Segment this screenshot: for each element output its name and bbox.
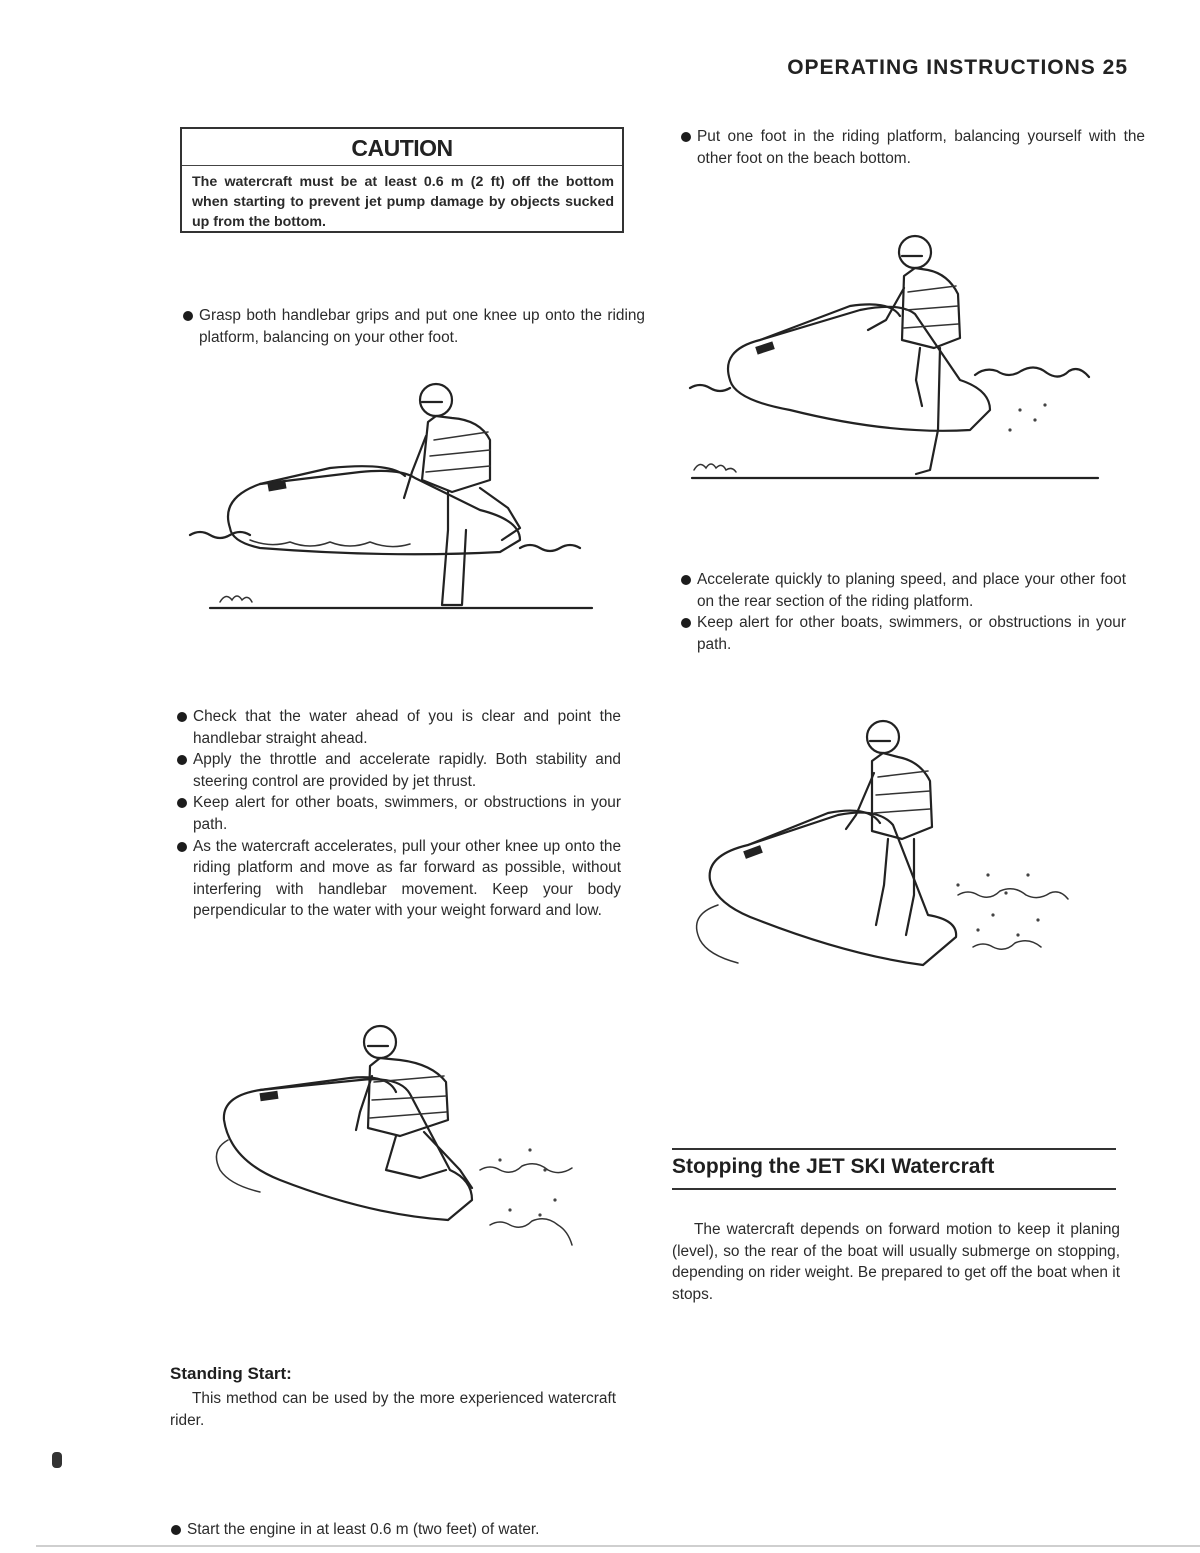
caution-text: The watercraft must be at least 0.6 m (2 ft) off the bottom when starting to prevent jet pump damage by objects sucked up from the bottom. — [192, 174, 614, 230]
standing-start-heading: Standing Start: — [170, 1364, 292, 1383]
bullet-dot — [183, 311, 193, 321]
bullet-dot — [681, 132, 691, 142]
instruction-text: Check that the water ahead of you is clear and point the handlebar straight ahead. — [193, 708, 621, 747]
instruction-foot-on-platform — [678, 126, 1145, 169]
instruction-text: Keep alert for other boats, swimmers, or obstructions in your path. — [193, 794, 621, 833]
instruction-text: Grasp both handlebar grips and put one knee up onto the riding platform, balancing on your other foot. — [199, 307, 645, 346]
instruction-text: Start the engine in at least 0.6 m (two feet) of water. — [187, 1521, 540, 1539]
instruction-text: Put one foot in the riding platform, balancing yourself with the other foot on the beach bottom. — [697, 128, 1145, 167]
bullet-dot — [177, 755, 187, 765]
section-rule-top — [672, 1148, 1116, 1150]
caution-title: CAUTION — [182, 129, 622, 166]
stopping-paragraph: The watercraft depends on forward motion to keep it planing (level), so the rear of the boat will usually submerge on stopping, depending on rider weight. Be prepared to get off the boat when it stops. — [672, 1221, 1120, 1303]
instruction-pull-knee — [174, 836, 621, 922]
caution-box — [180, 127, 624, 233]
instruction-start-engine — [168, 1519, 633, 1541]
section-rule-bottom — [672, 1188, 1116, 1190]
left-bullets-group — [174, 706, 621, 922]
right-bullets-group — [678, 569, 1126, 655]
illustration-foot-on-platform — [690, 230, 1110, 485]
running-head: OPERATING INSTRUCTIONS 25 — [787, 56, 1128, 79]
instruction-keep-alert — [678, 612, 1126, 655]
illustration-standing-accelerate — [688, 715, 1108, 975]
instruction-check-water — [174, 706, 621, 749]
instruction-keep-alert — [174, 792, 621, 835]
illustration-kneeling-forward — [210, 1020, 580, 1260]
bullet-dot — [177, 842, 187, 852]
page-bottom-edge — [36, 1545, 1200, 1547]
instruction-text: Accelerate quickly to planing speed, and place your other foot on the rear section of the riding platform. — [697, 571, 1126, 610]
bullet-dot — [177, 712, 187, 722]
bullet-dot — [171, 1525, 181, 1535]
instruction-apply-throttle — [174, 749, 621, 792]
bullet-dot — [681, 618, 691, 628]
standing-start-intro: This method can be used by the more experienced watercraft rider. — [170, 1390, 616, 1429]
instruction-text: Keep alert for other boats, swimmers, or obstructions in your path. — [697, 614, 1126, 653]
instruction-grasp-handlebar — [180, 305, 645, 348]
bullet-dot — [681, 575, 691, 585]
instruction-text: As the watercraft accelerates, pull your other knee up onto the riding platform and move as far forward as possible, without interfering with handlebar movement. Keep your body perpendicular to the water with your weight forward and low. — [193, 837, 621, 920]
instruction-text: Apply the throttle and accelerate rapidly. Both stability and steering control are provided by jet thrust. — [193, 751, 621, 790]
illustration-knee-on-platform — [190, 380, 600, 615]
bullet-dot — [177, 798, 187, 808]
section-title-stopping: Stopping the JET SKI Watercraft — [672, 1155, 995, 1178]
instruction-accelerate — [678, 569, 1126, 612]
scan-mark — [52, 1452, 62, 1468]
